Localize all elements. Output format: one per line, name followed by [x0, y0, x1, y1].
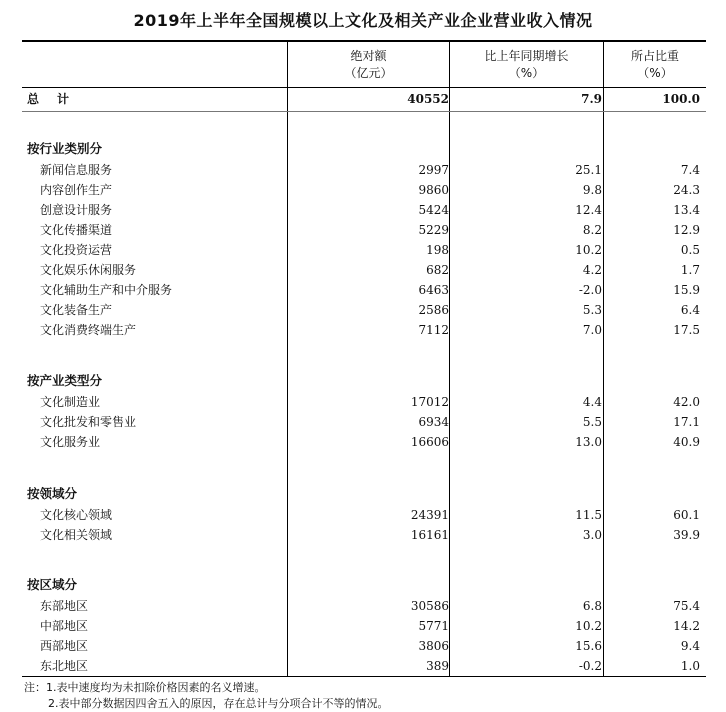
row-absolute: 5771	[418, 619, 449, 633]
header-growth-unit: （%）	[508, 66, 545, 80]
row-share: 15.9	[673, 283, 700, 297]
row-share: 75.4	[673, 599, 700, 613]
table-row	[22, 220, 706, 240]
row-absolute: 6463	[418, 283, 449, 297]
bottom-rule	[22, 676, 706, 677]
row-label: 文化投资运营	[40, 243, 113, 257]
row-label: 新闻信息服务	[40, 163, 113, 177]
row-growth: 15.6	[575, 639, 602, 653]
row-absolute: 682	[426, 263, 449, 277]
header-growth	[450, 48, 603, 82]
table-row	[22, 616, 706, 636]
header-share-name: 所占比重	[630, 49, 679, 63]
row-label: 文化辅助生产和中介服务	[40, 283, 173, 297]
row-share: 60.1	[673, 508, 700, 522]
row-growth: 25.1	[575, 163, 602, 177]
row-absolute: 16161	[410, 528, 449, 542]
row-share: 17.5	[673, 323, 700, 337]
row-growth: 5.3	[582, 303, 602, 317]
row-label: 东北地区	[40, 659, 89, 673]
row-absolute: 2586	[418, 303, 449, 317]
section-title-industry: 按行业类别分	[27, 141, 103, 156]
row-absolute: 30586	[410, 599, 449, 613]
row-label: 西部地区	[40, 639, 89, 653]
row-label: 文化装备生产	[40, 303, 113, 317]
row-share: 1.0	[680, 659, 700, 673]
table-row	[22, 505, 706, 525]
row-absolute: 3806	[418, 639, 449, 653]
table-row	[22, 260, 706, 280]
table-row	[22, 432, 706, 452]
table-row	[22, 596, 706, 616]
total-growth: 7.9	[581, 92, 602, 106]
row-growth: 4.4	[582, 395, 602, 409]
row-growth: 9.8	[582, 183, 602, 197]
table-row	[22, 392, 706, 412]
column-divider	[449, 41, 450, 676]
row-absolute: 6934	[418, 415, 449, 429]
row-growth: -2.0	[578, 283, 602, 297]
footnote-2: 2.表中部分数据因四舍五入的原因，存在总计与分项合计不等的情况。	[48, 697, 389, 710]
row-share: 42.0	[673, 395, 700, 409]
row-label: 文化娱乐休闲服务	[40, 263, 137, 277]
row-absolute: 7112	[418, 323, 449, 337]
total-share: 100.0	[662, 92, 700, 106]
table-title: 2019年上半年全国规模以上文化及相关产业企业营业收入情况	[133, 11, 593, 30]
section-title-domain: 按领域分	[27, 486, 78, 501]
row-label: 中部地区	[40, 619, 89, 633]
total-label: 总计	[27, 92, 88, 106]
table-row	[22, 412, 706, 432]
row-absolute: 389	[426, 659, 449, 673]
row-label: 文化消费终端生产	[40, 323, 137, 337]
row-absolute: 2997	[418, 163, 449, 177]
row-label: 创意设计服务	[40, 203, 113, 217]
footnote-1: 注：1.表中速度均为未扣除价格因素的名义增速。	[24, 681, 266, 694]
table-row	[22, 160, 706, 180]
row-label: 内容创作生产	[40, 183, 113, 197]
header-absolute-unit: （亿元）	[344, 66, 393, 80]
section-title-industry-type: 按产业类型分	[27, 373, 103, 388]
row-share: 6.4	[680, 303, 700, 317]
row-share: 39.9	[673, 528, 700, 542]
table-row	[22, 636, 706, 656]
row-label: 文化批发和零售业	[40, 415, 137, 429]
total-rule	[22, 111, 706, 112]
row-absolute: 16606	[410, 435, 449, 449]
section-title-region: 按区域分	[27, 577, 78, 592]
row-label: 文化制造业	[40, 395, 101, 409]
column-divider	[603, 41, 604, 676]
row-share: 13.4	[673, 203, 700, 217]
table-row	[22, 525, 706, 545]
row-growth: 4.2	[582, 263, 602, 277]
header-rule	[22, 87, 706, 88]
row-share: 14.2	[673, 619, 700, 633]
table-row	[22, 300, 706, 320]
table-row	[22, 280, 706, 300]
header-absolute-name: 绝对额	[350, 49, 387, 63]
row-share: 17.1	[673, 415, 700, 429]
table-row	[22, 240, 706, 260]
row-share: 12.9	[673, 223, 700, 237]
total-row	[22, 89, 706, 109]
header-share-unit: （%）	[637, 66, 673, 80]
row-share: 9.4	[680, 639, 700, 653]
total-absolute: 40552	[407, 92, 449, 106]
row-growth: -0.2	[578, 659, 602, 673]
row-growth: 7.0	[582, 323, 602, 337]
header-share	[604, 48, 706, 82]
row-label: 文化服务业	[40, 435, 101, 449]
row-absolute: 9860	[418, 183, 449, 197]
row-growth: 6.8	[582, 599, 602, 613]
row-growth: 10.2	[575, 619, 602, 633]
row-label: 文化核心领域	[40, 508, 113, 522]
row-share: 1.7	[680, 263, 700, 277]
header-absolute	[288, 48, 449, 82]
table-row	[22, 656, 706, 676]
row-label: 东部地区	[40, 599, 89, 613]
row-growth: 8.2	[582, 223, 602, 237]
row-share: 40.9	[673, 435, 700, 449]
row-absolute: 5229	[418, 223, 449, 237]
table-row	[22, 200, 706, 220]
row-share: 0.5	[680, 243, 700, 257]
header-growth-name: 比上年同期增长	[484, 49, 569, 63]
column-divider	[287, 41, 288, 676]
row-absolute: 5424	[418, 203, 449, 217]
table-row	[22, 320, 706, 340]
row-label: 文化相关领域	[40, 528, 113, 542]
row-growth: 12.4	[575, 203, 602, 217]
row-absolute: 24391	[410, 508, 449, 522]
row-absolute: 17012	[410, 395, 449, 409]
row-growth: 11.5	[575, 508, 602, 522]
row-growth: 3.0	[582, 528, 602, 542]
row-share: 7.4	[680, 163, 700, 177]
row-label: 文化传播渠道	[40, 223, 113, 237]
row-growth: 10.2	[575, 243, 602, 257]
row-absolute: 198	[426, 243, 449, 257]
row-share: 24.3	[673, 183, 700, 197]
row-growth: 13.0	[575, 435, 602, 449]
row-growth: 5.5	[582, 415, 602, 429]
table-row	[22, 180, 706, 200]
